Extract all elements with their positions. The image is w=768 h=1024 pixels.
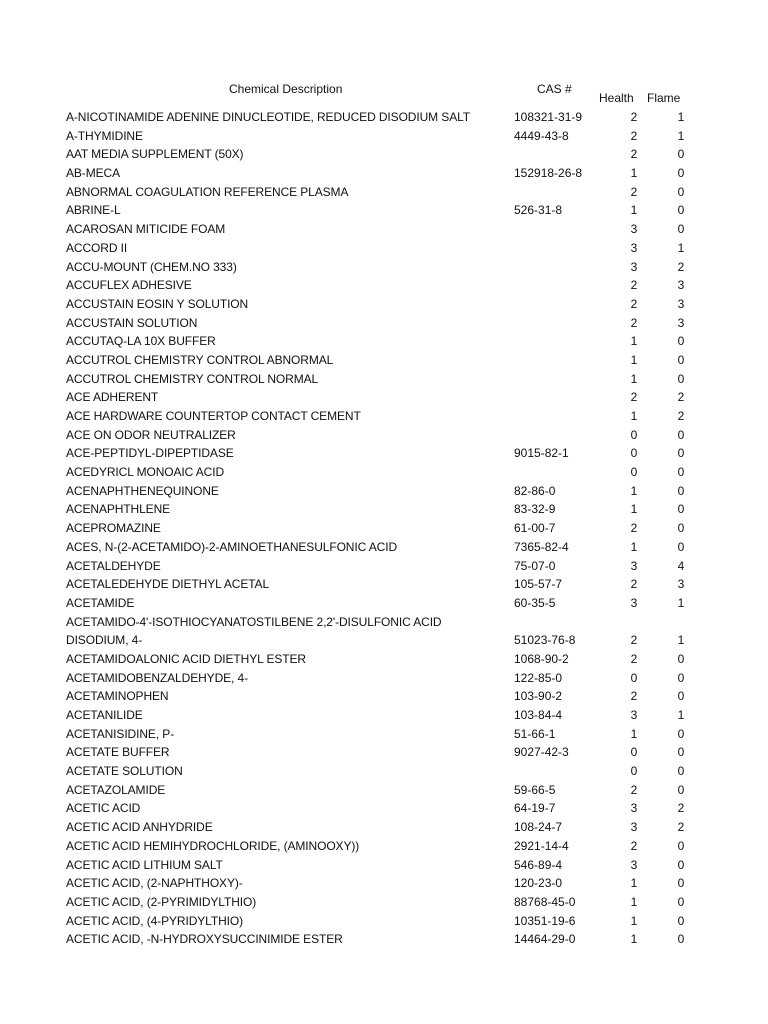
- chemical-description-cell: ACAROSAN MITICIDE FOAM: [66, 222, 226, 237]
- chemical-description-cell: ACETIC ACID, -N-HYDROXYSUCCINIMIDE ESTER: [66, 932, 343, 947]
- cas-number-cell: 108321-31-9: [514, 110, 583, 124]
- chemical-description-cell: AAT MEDIA SUPPLEMENT (50X): [66, 147, 244, 162]
- flame-rating-cell: 0: [677, 371, 685, 386]
- table-row: [0, 108, 768, 127]
- flame-rating-cell: 0: [677, 427, 685, 442]
- flame-rating-cell: 0: [677, 502, 685, 517]
- chemical-description-cell: ACE HARDWARE COUNTERTOP CONTACT CEMENT: [66, 409, 361, 423]
- cas-number-cell: 7365-82-4: [514, 539, 569, 554]
- cas-number-cell: 83-32-9: [514, 502, 556, 517]
- header-chemical-description: Chemical Description: [229, 82, 343, 96]
- chemical-description-cell: ACETAMIDE: [66, 595, 135, 610]
- cas-number-cell: 120-23-0: [514, 876, 563, 891]
- health-rating-cell: 3: [630, 708, 638, 723]
- cas-number-cell: 14464-29-0: [514, 932, 576, 947]
- table-row: [0, 444, 768, 463]
- chemical-description-cell: ACCUTAQ-LA 10X BUFFER: [66, 334, 216, 349]
- flame-rating-cell: 0: [677, 651, 685, 666]
- table-row: [0, 930, 768, 949]
- chemical-description-cell: ACEPROMAZINE: [66, 521, 161, 536]
- health-rating-cell: 2: [630, 633, 638, 648]
- table-row: [0, 145, 768, 164]
- health-rating-cell: 1: [630, 334, 638, 349]
- table-row: [0, 893, 768, 912]
- header-flame: Flame: [647, 91, 681, 105]
- chemical-description-cell: ACE-PEPTIDYL-DIPEPTIDASE: [66, 446, 234, 461]
- chemical-description-cell: ACE ON ODOR NEUTRALIZER: [66, 427, 236, 442]
- table-row: [0, 183, 768, 202]
- table-row: [0, 370, 768, 389]
- table-row: [0, 781, 768, 800]
- table-row: [0, 388, 768, 407]
- table-row: [0, 500, 768, 519]
- table-row: [0, 351, 768, 370]
- health-rating-cell: 3: [630, 259, 638, 274]
- health-rating-cell: 1: [630, 409, 638, 423]
- table-row: [0, 407, 768, 426]
- chemical-description-cell: ACENAPHTHENEQUINONE: [66, 483, 219, 498]
- chemical-description-cell: ACETANISIDINE, P-: [66, 726, 175, 741]
- table-row: [0, 557, 768, 576]
- flame-rating-cell: 0: [677, 521, 685, 536]
- table-row: [0, 669, 768, 688]
- health-rating-cell: 1: [630, 913, 638, 928]
- health-rating-cell: 3: [630, 595, 638, 610]
- table-row: [0, 818, 768, 837]
- chemical-description-cell: ACETAZOLAMIDE: [66, 782, 166, 797]
- health-rating-cell: 2: [630, 782, 638, 797]
- health-rating-cell: 0: [630, 764, 638, 779]
- health-rating-cell: 1: [630, 932, 638, 947]
- chemical-description-cell: ACCUTROL CHEMISTRY CONTROL ABNORMAL: [66, 352, 334, 367]
- table-row: [0, 837, 768, 856]
- health-rating-cell: 2: [630, 315, 638, 330]
- chemical-table-body: [0, 108, 768, 949]
- health-rating-cell: 1: [630, 502, 638, 517]
- cas-number-cell: 10351-19-6: [514, 913, 576, 928]
- chemical-description-cell: ACCUFLEX ADHESIVE: [66, 278, 192, 293]
- flame-rating-cell: 0: [677, 539, 685, 554]
- health-rating-cell: 1: [630, 166, 638, 181]
- chemical-description-cell: ACCORD II: [66, 240, 128, 255]
- chemical-description-cell: ACETIC ACID HEMIHYDROCHLORIDE, (AMINOOXY)): [66, 838, 360, 853]
- health-rating-cell: 2: [630, 838, 638, 853]
- chemical-description-cell: AB-MECA: [66, 166, 120, 181]
- table-row: [0, 594, 768, 613]
- health-rating-cell: 2: [630, 521, 638, 536]
- table-row: [0, 276, 768, 295]
- flame-rating-cell: 0: [677, 838, 685, 853]
- cas-number-cell: 75-07-0: [514, 558, 556, 573]
- health-rating-cell: 2: [630, 184, 638, 199]
- table-row: [0, 874, 768, 893]
- chemical-description-cell: ACETAMIDO-4'-ISOTHIOCYANATOSTILBENE 2,2'-DISULFONIC ACID DISODIUM, 4-: [66, 614, 442, 648]
- health-rating-cell: 0: [630, 670, 638, 685]
- table-row: [0, 332, 768, 351]
- health-rating-cell: 1: [630, 371, 638, 386]
- flame-rating-cell: 0: [677, 894, 685, 909]
- health-rating-cell: 1: [630, 352, 638, 367]
- flame-rating-cell: 0: [677, 147, 685, 162]
- flame-rating-cell: 0: [677, 352, 685, 367]
- cas-number-cell: 152918-26-8: [514, 166, 583, 181]
- cas-number-cell: 1068-90-2: [514, 651, 569, 666]
- chemical-description-cell: ACENAPHTHLENE: [66, 502, 171, 517]
- health-rating-cell: 2: [630, 296, 638, 311]
- health-rating-cell: 2: [630, 128, 638, 143]
- flame-rating-cell: 0: [677, 782, 685, 797]
- flame-rating-cell: 1: [677, 595, 685, 610]
- flame-rating-cell: 0: [677, 465, 685, 480]
- chemical-description-cell: ACE ADHERENT: [66, 390, 159, 405]
- flame-rating-cell: 3: [677, 315, 685, 330]
- flame-rating-cell: 0: [677, 184, 685, 199]
- chemical-description-cell: ACCU-MOUNT (CHEM.NO 333): [66, 259, 237, 274]
- flame-rating-cell: 2: [677, 820, 685, 835]
- chemical-description-cell: ACETALEDEHYDE DIETHYL ACETAL: [66, 577, 270, 592]
- health-rating-cell: 2: [630, 110, 638, 124]
- table-row: [0, 538, 768, 557]
- flame-rating-cell: 0: [677, 876, 685, 891]
- flame-rating-cell: 0: [677, 857, 685, 872]
- cas-number-cell: 88768-45-0: [514, 894, 576, 909]
- table-row: [0, 164, 768, 183]
- cas-number-cell: 526-31-8: [514, 203, 563, 218]
- cas-number-cell: 2921-14-4: [514, 838, 569, 853]
- chemical-description-cell: ACETATE SOLUTION: [66, 764, 183, 779]
- health-rating-cell: 1: [630, 539, 638, 554]
- flame-rating-cell: 0: [677, 483, 685, 498]
- chemical-description-cell: ACCUSTAIN EOSIN Y SOLUTION: [66, 296, 249, 311]
- chemical-description-cell: ACES, N-(2-ACETAMIDO)-2-AMINOETHANESULFONIC ACID: [66, 539, 398, 554]
- health-rating-cell: 0: [630, 446, 638, 461]
- chemical-description-cell: ACETAMIDOALONIC ACID DIETHYL ESTER: [66, 651, 306, 666]
- table-row: [0, 706, 768, 725]
- table-row: [0, 220, 768, 239]
- flame-rating-cell: 0: [677, 166, 685, 181]
- chemical-description-cell: ACETIC ACID LITHIUM SALT: [66, 857, 223, 872]
- flame-rating-cell: 3: [677, 577, 685, 592]
- table-row: [0, 799, 768, 818]
- table-row: [0, 725, 768, 744]
- cas-number-cell: 546-89-4: [514, 857, 563, 872]
- flame-rating-cell: 1: [677, 128, 685, 143]
- chemical-description-cell: ACETIC ACID ANHYDRIDE: [66, 820, 213, 835]
- table-row: [0, 650, 768, 669]
- health-rating-cell: 2: [630, 278, 638, 293]
- cas-number-cell: 51-66-1: [514, 726, 556, 741]
- chemical-description-cell: ACETAMIDOBENZALDEHYDE, 4-: [66, 670, 248, 685]
- table-row: [0, 613, 768, 650]
- header-health: Health: [599, 91, 634, 105]
- table-row: [0, 201, 768, 220]
- chemical-description-cell: ACEDYRICL MONOAIC ACID: [66, 465, 225, 480]
- health-rating-cell: 3: [630, 801, 638, 816]
- flame-rating-cell: 0: [677, 222, 685, 237]
- flame-rating-cell: 1: [677, 633, 685, 648]
- health-rating-cell: 3: [630, 857, 638, 872]
- table-row: [0, 482, 768, 501]
- chemical-description-cell: ACETIC ACID, (4-PYRIDYLTHIO): [66, 913, 244, 928]
- health-rating-cell: 0: [630, 465, 638, 480]
- flame-rating-cell: 0: [677, 913, 685, 928]
- cas-number-cell: 108-24-7: [514, 820, 563, 835]
- chemical-description-cell: ACETALDEHYDE: [66, 558, 161, 573]
- cas-number-cell: 64-19-7: [514, 801, 556, 816]
- chemical-description-cell: A-NICOTINAMIDE ADENINE DINUCLEOTIDE, REDUCED DISODIUM SALT: [66, 110, 471, 124]
- health-rating-cell: 0: [630, 745, 638, 760]
- table-row: [0, 912, 768, 931]
- header-cas-number: CAS #: [537, 82, 572, 96]
- table-row: [0, 426, 768, 445]
- flame-rating-cell: 0: [677, 745, 685, 760]
- chemical-description-cell: ABNORMAL COAGULATION REFERENCE PLASMA: [66, 184, 349, 199]
- chemical-description-cell: ACETANILIDE: [66, 708, 143, 723]
- table-row: [0, 295, 768, 314]
- chemical-description-cell: ACETIC ACID, (2-PYRIMIDYLTHIO): [66, 894, 257, 909]
- table-row: [0, 314, 768, 333]
- health-rating-cell: 3: [630, 558, 638, 573]
- flame-rating-cell: 0: [677, 203, 685, 218]
- health-rating-cell: 2: [630, 147, 638, 162]
- cas-number-cell: 122-85-0: [514, 670, 563, 685]
- chemical-description-cell: ACETIC ACID: [66, 801, 141, 816]
- table-row: [0, 575, 768, 594]
- flame-rating-cell: 1: [677, 240, 685, 255]
- health-rating-cell: 0: [630, 427, 638, 442]
- cas-number-cell: 9015-82-1: [514, 446, 569, 461]
- health-rating-cell: 3: [630, 820, 638, 835]
- health-rating-cell: 1: [630, 203, 638, 218]
- flame-rating-cell: 0: [677, 932, 685, 947]
- cas-number-cell: 59-66-5: [514, 782, 556, 797]
- health-rating-cell: 2: [630, 689, 638, 704]
- flame-rating-cell: 0: [677, 446, 685, 461]
- table-row: [0, 463, 768, 482]
- health-rating-cell: 1: [630, 876, 638, 891]
- health-rating-cell: 2: [630, 651, 638, 666]
- health-rating-cell: 1: [630, 894, 638, 909]
- health-rating-cell: 3: [630, 222, 638, 237]
- flame-rating-cell: 4: [677, 558, 685, 573]
- cas-number-cell: 61-00-7: [514, 521, 556, 536]
- cas-number-cell: 103-90-2: [514, 689, 563, 704]
- health-rating-cell: 1: [630, 726, 638, 741]
- cas-number-cell: 60-35-5: [514, 595, 556, 610]
- cas-number-cell: 82-86-0: [514, 483, 556, 498]
- table-row: [0, 687, 768, 706]
- flame-rating-cell: 0: [677, 726, 685, 741]
- flame-rating-cell: 0: [677, 670, 685, 685]
- table-row: [0, 762, 768, 781]
- table-row: [0, 258, 768, 277]
- flame-rating-cell: 1: [677, 110, 685, 124]
- flame-rating-cell: 2: [677, 409, 685, 423]
- flame-rating-cell: 2: [677, 390, 685, 405]
- cas-number-cell: 4449-43-8: [514, 128, 569, 143]
- cas-number-cell: 9027-42-3: [514, 745, 569, 760]
- flame-rating-cell: 2: [677, 259, 685, 274]
- health-rating-cell: 2: [630, 577, 638, 592]
- flame-rating-cell: 0: [677, 334, 685, 349]
- flame-rating-cell: 0: [677, 689, 685, 704]
- chemical-description-cell: ACETIC ACID, (2-NAPHTHOXY)-: [66, 876, 243, 891]
- health-rating-cell: 3: [630, 240, 638, 255]
- table-row: [0, 127, 768, 146]
- health-rating-cell: 1: [630, 483, 638, 498]
- flame-rating-cell: 0: [677, 764, 685, 779]
- chemical-description-cell: A-THYMIDINE: [66, 128, 143, 143]
- cas-number-cell: 51023-76-8: [514, 633, 576, 648]
- chemical-description-cell: ACETATE BUFFER: [66, 745, 170, 760]
- cas-number-cell: 105-57-7: [514, 577, 563, 592]
- flame-rating-cell: 3: [677, 278, 685, 293]
- cas-number-cell: 103-84-4: [514, 708, 563, 723]
- flame-rating-cell: 2: [677, 801, 685, 816]
- health-rating-cell: 2: [630, 390, 638, 405]
- table-row: [0, 519, 768, 538]
- chemical-description-cell: ACETAMINOPHEN: [66, 689, 169, 704]
- table-row: [0, 239, 768, 258]
- table-row: [0, 743, 768, 762]
- flame-rating-cell: 1: [677, 708, 685, 723]
- chemical-description-cell: ACCUSTAIN SOLUTION: [66, 315, 198, 330]
- chemical-description-cell: ACCUTROL CHEMISTRY CONTROL NORMAL: [66, 371, 319, 386]
- table-row: [0, 856, 768, 875]
- flame-rating-cell: 3: [677, 296, 685, 311]
- chemical-description-cell: ABRINE-L: [66, 203, 121, 218]
